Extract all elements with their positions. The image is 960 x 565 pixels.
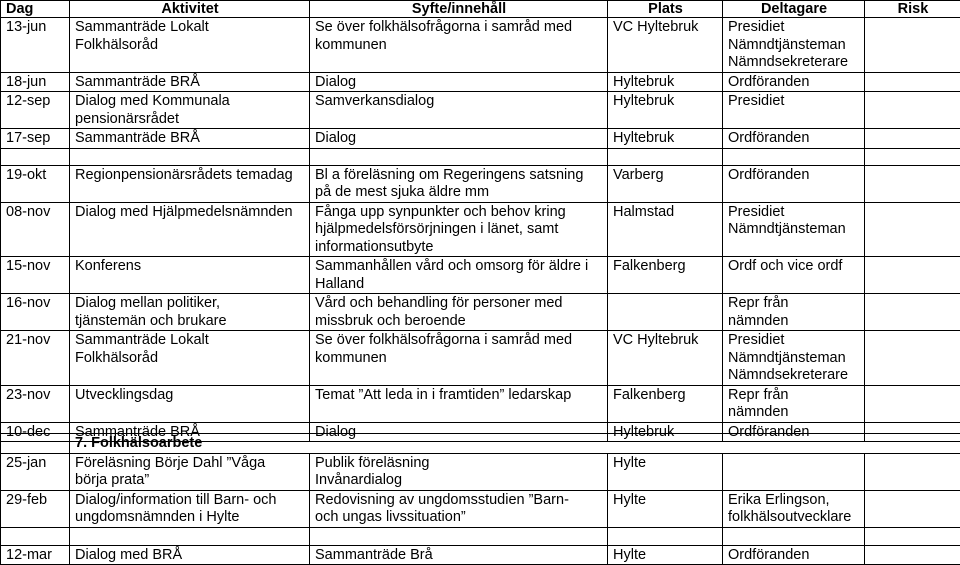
table-row [1, 331, 960, 386]
cell-plats: Varberg [608, 165, 723, 202]
cell-syfte: Temat ”Att leda in i framtiden” ledarskap [310, 385, 608, 422]
cell-syfte: Se över folkhälsofrågorna i samråd med kommunen [310, 18, 608, 73]
table-row [1, 92, 960, 129]
cell-risk [865, 331, 960, 386]
header-aktivitet: Aktivitet [70, 1, 310, 18]
cell-risk [865, 545, 960, 565]
table-row [1, 18, 960, 73]
cell-plats: VC Hyltebruk [608, 18, 723, 73]
cell-risk [865, 202, 960, 257]
table-row [1, 202, 960, 257]
cell-dag: 29-feb [1, 490, 70, 527]
cell-aktivitet: Sammanträde Lokalt Folkhälsoråd [70, 18, 310, 73]
cell-aktivitet: Utvecklingsdag [70, 385, 310, 422]
cell-aktivitet: Sammanträde BRÅ [70, 422, 310, 442]
cell-dag: 23-nov [1, 385, 70, 422]
cell-plats: Hyltebruk [608, 129, 723, 149]
cell-dag: 25-jan [1, 453, 70, 490]
cell-plats: Hylte [608, 545, 723, 565]
cell-aktivitet: Sammanträde BRÅ [70, 72, 310, 92]
cell-deltagare: Ordföranden [723, 72, 865, 92]
cell-risk [865, 453, 960, 490]
cell-dag: 16-nov [1, 294, 70, 331]
table-row [1, 257, 960, 294]
cell-syfte: Dialog [310, 422, 608, 442]
cell-deltagare: Presidiet Nämndtjänsteman Nämndsekreterare [723, 18, 865, 73]
cell-deltagare [723, 453, 865, 490]
table-row [1, 545, 960, 565]
cell-deltagare: Presidiet [723, 92, 865, 129]
header-deltagare: Deltagare [723, 1, 865, 18]
cell-plats: Hyltebruk [608, 72, 723, 92]
cell-dag: 15-nov [1, 257, 70, 294]
cell-syfte: Sammanträde Brå [310, 545, 608, 565]
cell-aktivitet: Dialog med Hjälpmedelsnämnden [70, 202, 310, 257]
cell-dag: 08-nov [1, 202, 70, 257]
cell-aktivitet: Regionpensionärsrådets temadag [70, 165, 310, 202]
cell-syfte: Vård och behandling för personer med missbruk och beroende [310, 294, 608, 331]
cell-risk [865, 490, 960, 527]
cell-dag: 21-nov [1, 331, 70, 386]
spacer-row [1, 527, 960, 545]
cell-syfte: Dialog [310, 72, 608, 92]
cell-dag: 18-jun [1, 72, 70, 92]
header-syfte: Syfte/innehåll [310, 1, 608, 18]
cell-dag: 19-okt [1, 165, 70, 202]
cell-syfte: Se över folkhälsofrågorna i samråd med kommunen [310, 331, 608, 386]
header-plats: Plats [608, 1, 723, 18]
cell-plats: Halmstad [608, 202, 723, 257]
table-row [1, 385, 960, 422]
header-dag: Dag [1, 1, 70, 18]
cell-deltagare: Ordföranden [723, 545, 865, 565]
cell-dag: 12-mar [1, 545, 70, 565]
cell-plats: Hyltebruk [608, 92, 723, 129]
cell-syfte: Samverkansdialog [310, 92, 608, 129]
cell-syfte: Fånga upp synpunkter och behov kring hjälpmedelsförsörjningen i länet, samt informationsutbyte [310, 202, 608, 257]
cell-dag: 17-sep [1, 129, 70, 149]
cell-plats: Falkenberg [608, 385, 723, 422]
cell-risk [865, 92, 960, 129]
cell-plats: Falkenberg [608, 257, 723, 294]
cell-dag: 12-sep [1, 92, 70, 129]
cell-aktivitet: Dialog mellan politiker, tjänstemän och brukare [70, 294, 310, 331]
cell-plats [608, 294, 723, 331]
cell-aktivitet: Sammanträde Lokalt Folkhälsoråd [70, 331, 310, 386]
cell-risk [865, 18, 960, 73]
cell-syfte: Sammanhållen vård och omsorg för äldre i Halland [310, 257, 608, 294]
section-title: 7. Folkhälsoarbete [70, 434, 960, 454]
table-row [1, 294, 960, 331]
cell-dag: 10-dec [1, 422, 70, 442]
cell-plats: VC Hyltebruk [608, 331, 723, 386]
cell-deltagare: Repr från nämnden [723, 385, 865, 422]
table-row [1, 72, 960, 92]
cell-risk [865, 165, 960, 202]
folkhalsa-table [0, 433, 960, 565]
cell-syfte: Dialog [310, 129, 608, 149]
header-risk: Risk [865, 1, 960, 18]
cell-deltagare: Ordföranden [723, 165, 865, 202]
section-row [1, 434, 960, 454]
table-row [1, 490, 960, 527]
cell-risk [865, 129, 960, 149]
cell-plats: Hylte [608, 490, 723, 527]
cell-plats: Hyltebruk [608, 422, 723, 442]
cell-risk [865, 257, 960, 294]
cell-risk [865, 72, 960, 92]
cell-syfte: Publik föreläsning Invånardialog [310, 453, 608, 490]
cell-risk [865, 385, 960, 422]
cell-dag: 13-jun [1, 18, 70, 73]
cell-deltagare: Repr från nämnden [723, 294, 865, 331]
table-header-row [1, 1, 960, 18]
cell-syfte: Redovisning av ungdomsstudien ”Barn- och ungas livssituation” [310, 490, 608, 527]
cell-deltagare: Ordföranden [723, 129, 865, 149]
cell-plats: Hylte [608, 453, 723, 490]
cell-aktivitet: Dialog/information till Barn- och ungdomsnämnden i Hylte [70, 490, 310, 527]
cell-deltagare: Presidiet Nämndtjänsteman Nämndsekreterare [723, 331, 865, 386]
cell-deltagare: Ordföranden [723, 422, 865, 442]
cell-aktivitet: Dialog med BRÅ [70, 545, 310, 565]
cell-aktivitet: Föreläsning Börje Dahl ”Våga börja prata” [70, 453, 310, 490]
table-row [1, 453, 960, 490]
cell-aktivitet: Dialog med Kommunala pensionärsrådet [70, 92, 310, 129]
table-row [1, 129, 960, 149]
cell-risk [865, 294, 960, 331]
cell-aktivitet: Sammanträde BRÅ [70, 129, 310, 149]
cell-deltagare: Erika Erlingson, folkhälsoutvecklare [723, 490, 865, 527]
cell-deltagare: Ordf och vice ordf [723, 257, 865, 294]
cell-syfte: Bl a föreläsning om Regeringens satsning på de mest sjuka äldre mm [310, 165, 608, 202]
table-row [1, 165, 960, 202]
cell-deltagare: Presidiet Nämndtjänsteman [723, 202, 865, 257]
cell-aktivitet: Konferens [70, 257, 310, 294]
spacer-row [1, 148, 960, 165]
